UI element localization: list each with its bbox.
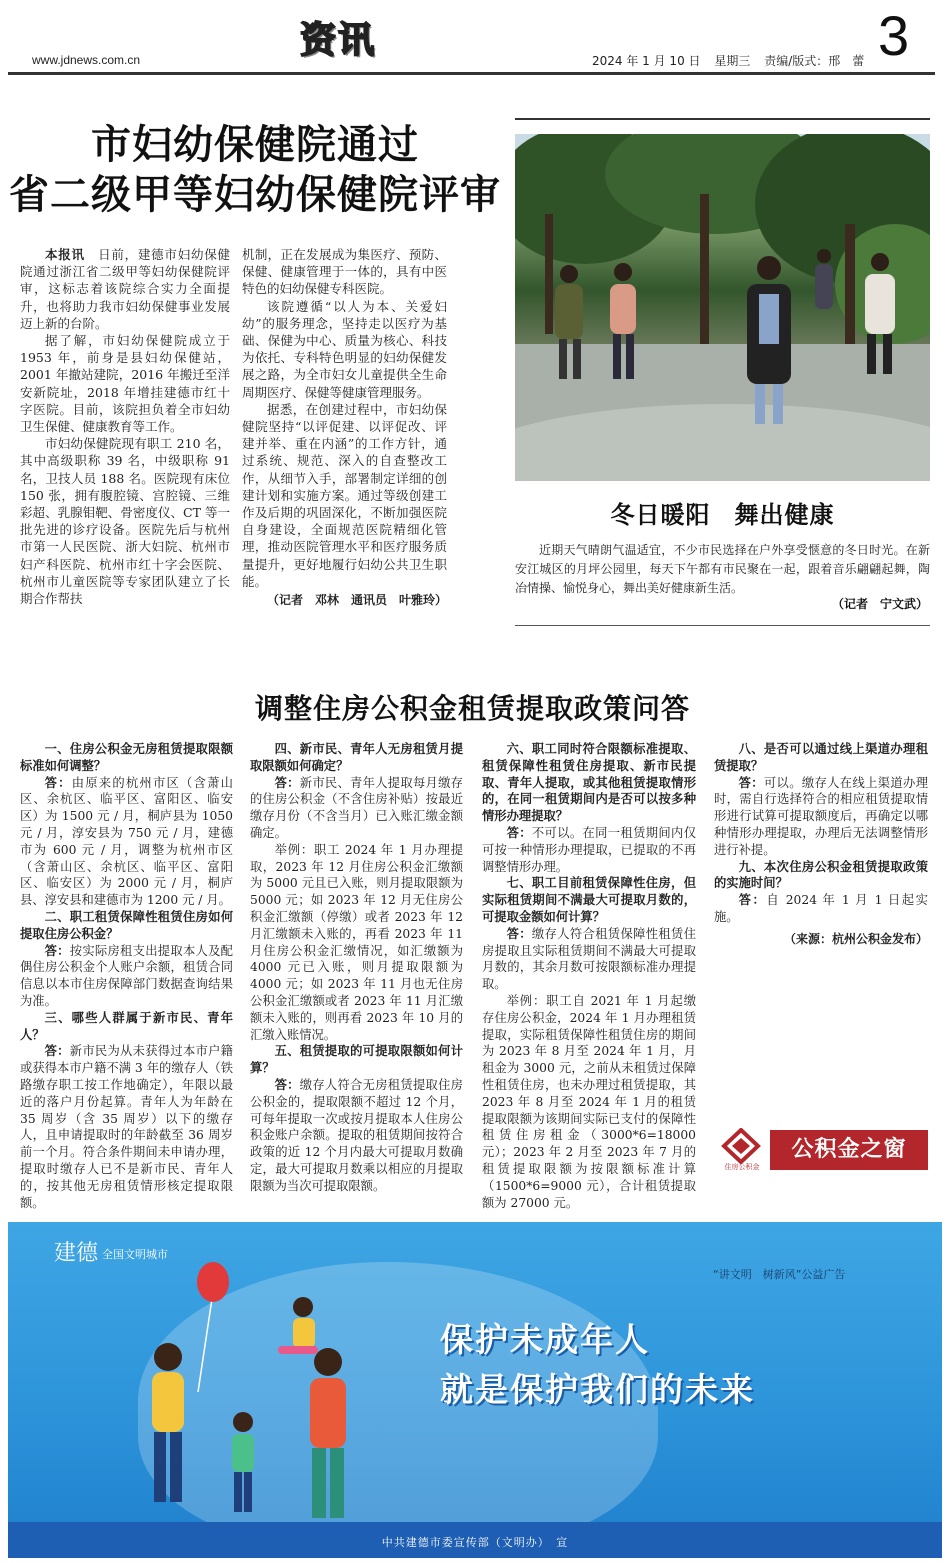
article1-column-2 — [242, 246, 447, 609]
qa-answer-7 — [482, 926, 696, 993]
qa-example-4: 举例：职工 2024 年 1 月办理提取，2023 年 12 月住房公积金汇缴额为 5000 元且已入账，则月提取限额为 5000 元；如 2023 年 12 月无住房公积金汇缴额（停缴）或者 2023 年 12 月汇缴额未入账的，再看 2023 年 11 月住房公积金汇缴情况，如汇缴额为 4000 元已入账，则月提取限额为 4000 元；如 2023 年 11 月也无住房公积金汇缴额或者 2023 年 11 月汇缴额未入账的，则再看 2023 年 10 月的汇缴入账情况。 — [250, 842, 463, 1042]
issue-meta — [592, 52, 874, 69]
fund-window-banner: 公积金之窗 — [770, 1130, 928, 1170]
answer-label: 答： — [274, 1077, 300, 1092]
answer-label: 答： — [274, 775, 300, 790]
ad-city-logo-text: 建德 — [54, 1241, 99, 1266]
article1-headline — [0, 120, 510, 220]
photo-headline-a: 冬日暖阳 — [610, 501, 711, 529]
housing-fund-logo-text: 住房公积金 — [724, 1163, 760, 1171]
section-title: 资讯 — [300, 20, 377, 61]
dance-photo — [515, 134, 930, 481]
qa-column-1 — [20, 741, 233, 1211]
issue-weekday: 星期三 — [714, 54, 751, 68]
fund-window-logo — [718, 1128, 930, 1174]
ad-city-tag: 全国文明城市 — [102, 1248, 169, 1261]
site-url: www.jdnews.com.cn — [32, 53, 141, 67]
qa-question-4: 四、新市民、青年人无房租赁月提取限额如何确定？ — [250, 742, 463, 773]
ad-headline-line2: 就是保护我们的未来 — [440, 1370, 755, 1409]
answer-label: 答： — [738, 775, 764, 790]
ad-sponsor: 中共建德市委宣传部（文明办） 宣 — [381, 1536, 569, 1549]
qa-question-1: 一、住房公积金无房租赁提取限额标准如何调整？ — [20, 742, 233, 773]
answer-label: 答： — [44, 775, 72, 790]
article1-p2: 据了解，市妇幼保健院成立于 1953 年，前身是县妇幼保健站，2001 年撤站建院，2016 年搬迁至洋安新院址，2018 年增挂建德市红十字医院。目前，该院担负着全市妇幼卫生保健、健康教育等工作。 — [20, 333, 230, 435]
qa-answer-4-text: 新市民、青年人提取每月缴存的住房公积金（不含住房补贴）按最近缴存月份（不含当月）已入账汇缴金额确定。 — [250, 775, 463, 840]
dance-photo-illustration — [515, 134, 930, 481]
article1-p4: 该院遵循“以人为本、关爱妇幼”的服务理念，坚持走以医疗为基础、保健为中心、质量为核心、科技为依托、专科特色明显的妇幼保健发展之路，为全市妇女儿童提供全生命周期医疗、保健等健康管理服务。 — [242, 298, 447, 400]
ad-headline-line1: 保护未成年人 — [440, 1320, 650, 1359]
qa-answer-2-text: 按实际房租支出提取本人及配偶住房公积金个人账户余额，租赁合同信息以本市住房保障部门数据查询结果为准。 — [20, 943, 233, 1008]
editor-credit: 责编/版式：邢 蕾 — [764, 54, 865, 68]
qa-question-8: 八、是否可以通过线上渠道办理租赁提取？ — [714, 742, 928, 773]
header-rule — [8, 72, 935, 75]
article2-headline: 调整住房公积金租赁提取政策问答 — [254, 692, 690, 725]
qa-answer-4 — [250, 775, 463, 842]
photo-caption-text: 近期天气晴朗气温适宜，不少市民选择在户外享受惬意的冬日时光。在新安江城区的月坪公园里，每天下午都有市民聚在一起，跟着音乐翩翩起舞，陶冶情操、愉悦身心，舞出美好健康新生活。 — [515, 543, 930, 595]
qa-answer-2 — [20, 943, 233, 1010]
answer-label: 答： — [506, 926, 532, 941]
qa-question-2: 二、职工租赁保障性租赁住房如何提取住房公积金？ — [20, 909, 233, 941]
qa-answer-3-text: 新市民为从未获得过本市户籍或获得本市户籍不满 3 年的缴存人（铁路缴存职工按工作地确定），年限以最近的落户月份起算。青年人为年龄在 35 周岁（含 35 周岁）以下的缴存人，且申请提取时的年龄截至 36 周岁前一个月。符合条件期间未申请办理，提取时缴存人已不是新市民、青年人的，按其他无房租赁情形核定提取限额。 — [20, 1044, 233, 1210]
article1-byline: （记者 邓林 通讯员 叶雅玲） — [266, 593, 447, 608]
answer-label: 答： — [738, 893, 767, 908]
photo-bottom-rule — [515, 625, 930, 626]
qa-column-4 — [714, 741, 928, 947]
qa-answer-5 — [250, 1077, 463, 1195]
article1-p3-cont: 机制，正在发展成为集医疗、预防、保健、健康管理于一体的，具有中医特色的妇幼保健专科医院。 — [242, 247, 447, 297]
photo-credit: （记者 宁文武） — [831, 597, 928, 611]
qa-answer-5-text: 缴存人符合无房租赁提取住房公积金的，提取限额不超过 12 个月，可每年提取一次或按月提取本人住房公积金账户余额。提取的租赁期间按符合政策的近 12 个月内最大可提取月数确定，最大可提取月数乘以相应的月提取限额为当次可提取限额。 — [250, 1077, 463, 1193]
article2-source: （来源：杭州公积金发布） — [783, 931, 928, 946]
qa-answer-1-text: 由原来的杭州市区（含萧山区、余杭区、临平区、富阳区、临安区）为 1500 元 / 月，桐庐县为 1050 元 / 月，淳安县为 750 元 / 月，建德市为 600 元 / 月，调整为杭州市区（含萧山区、余杭区、临平区、富阳区、临安区）为 2000 元 / 月，桐庐县、淳安县和建德市为 1200 元 / 月。 — [20, 775, 233, 908]
public-service-ad — [8, 1222, 942, 1558]
photo-top-rule — [515, 118, 930, 120]
qa-answer-3 — [20, 1043, 233, 1211]
article1-p3: 市妇幼保健院现有职工 210 名，其中高级职称 39 名，中级职称 91 名，卫技人员 188 名。医院现有床位 150 张，拥有腹腔镜、宫腔镜、三维彩超、乳腺钼靶、骨密度仪、CT 等一批先进的诊疗设备。医院先后与杭州市第一人民医院、浙大妇院、杭州市妇产科医院、杭州市红十字会医院、杭州市儿童医院等专家团队建立了长期合作帮扶 — [20, 436, 230, 607]
qa-answer-8-text: 可以。缴存人在线上渠道办理时，需自行选择符合的相应租赁提取情形进行试算可提取额度后，再确定以哪种情形办理提取，办理后无法调整情形进行补提。 — [714, 775, 928, 857]
issue-date: 2024 年 1 月 10 日 — [592, 54, 701, 68]
answer-label: 答： — [44, 943, 70, 958]
qa-question-9: 九、本次住房公积金租赁提取政策的实施时间？ — [714, 859, 928, 891]
article1-headline-line2: 省二级甲等妇幼保健院评审 — [9, 172, 501, 218]
article1-p1: 日前，建德市妇幼保健院通过浙江省二级甲等妇幼保健院评审，这标志着该院综合实力全面提升，也将助力我市妇幼保健事业发展迈上新的台阶。 — [20, 247, 230, 331]
answer-label: 答： — [506, 825, 532, 840]
ad-slogan: “讲文明 树新风”公益广告 — [713, 1268, 846, 1281]
article1-p5: 据悉，在创建过程中，市妇幼保健院坚持“以评促建、以评促改、评建并举、重在内涵”的工作方针，通过系统、规范、深入的自查整改工作，从细节入手，部署制定详细的创建计划和实施方案。通过等级创建工作及后期的巩固深化，不断加强医院自身建设，全面规范医院精细化管理，推动医院管理水平和医疗服务质量提升，更好地履行妇幼公共卫生职能。 — [242, 401, 447, 589]
qa-question-6: 六、职工同时符合限额标准提取、租赁保障性租赁住房提取、新市民提取、青年人提取，或其他租赁提取情形的，在同一租赁期间内是否可以按多种情形办理提取？ — [482, 742, 696, 824]
page-number: 3 — [878, 4, 910, 67]
qa-answer-6 — [482, 825, 696, 875]
qa-column-2 — [250, 741, 463, 1195]
answer-label: 答： — [44, 1044, 70, 1059]
qa-answer-7-text: 缴存人符合租赁保障性租赁住房提取且实际租赁期间不满最大可提取月数的，其余月数可按限额标准办理提取。 — [482, 926, 696, 992]
article1-headline-line1: 市妇幼保健院通过 — [91, 122, 419, 168]
article1-paragraph — [20, 246, 230, 332]
photo-headline — [515, 495, 930, 530]
qa-question-7: 七、职工目前租赁保障性住房，但实际租赁期间不满最大可提取月数的，可提取金额如何计算？ — [482, 876, 696, 924]
qa-answer-9-text: 自 2024 年 1 月 1 日起实施。 — [714, 893, 928, 924]
article1-column-1 — [20, 246, 230, 607]
qa-answer-8 — [714, 775, 928, 859]
qa-answer-9 — [714, 892, 928, 926]
qa-question-5: 五、租赁提取的可提取限额如何计算？ — [250, 1044, 463, 1076]
ad-family-illustration — [128, 1262, 428, 1532]
article1-lead: 本报讯 — [45, 247, 85, 262]
qa-answer-6-text: 不可以。在同一租赁期间内仅可按一种情形办理提取，已提取的不再调整情形办理。 — [482, 825, 696, 874]
qa-question-3: 三、哪些人群属于新市民、青年人？ — [20, 1010, 233, 1042]
qa-example-7: 举例：职工自 2021 年 1 月起缴存住房公积金，2024 年 1 月办理租赁提取，实际租赁保障性租赁住房的期间为 2023 年 8 月至 2024 年 1 月，月租金为 3000 元，之前从未租赁过保障性租赁住房，也未办理过租赁提取，其 2023 年 8 月至 2024 年 1 月的租赁提取限额为该期间实际已支付的保障性租赁住房租金（3000*6=18000 元）；2023 年 2 月至 2023 年 7 月的租赁提取限额为按限额标准计算（1500*6=9000 元），合计租赁提取额为 27000 元。 — [482, 993, 696, 1210]
qa-column-3 — [482, 741, 696, 1211]
qa-answer-1 — [20, 775, 233, 909]
photo-headline-b: 舞出健康 — [734, 501, 835, 529]
